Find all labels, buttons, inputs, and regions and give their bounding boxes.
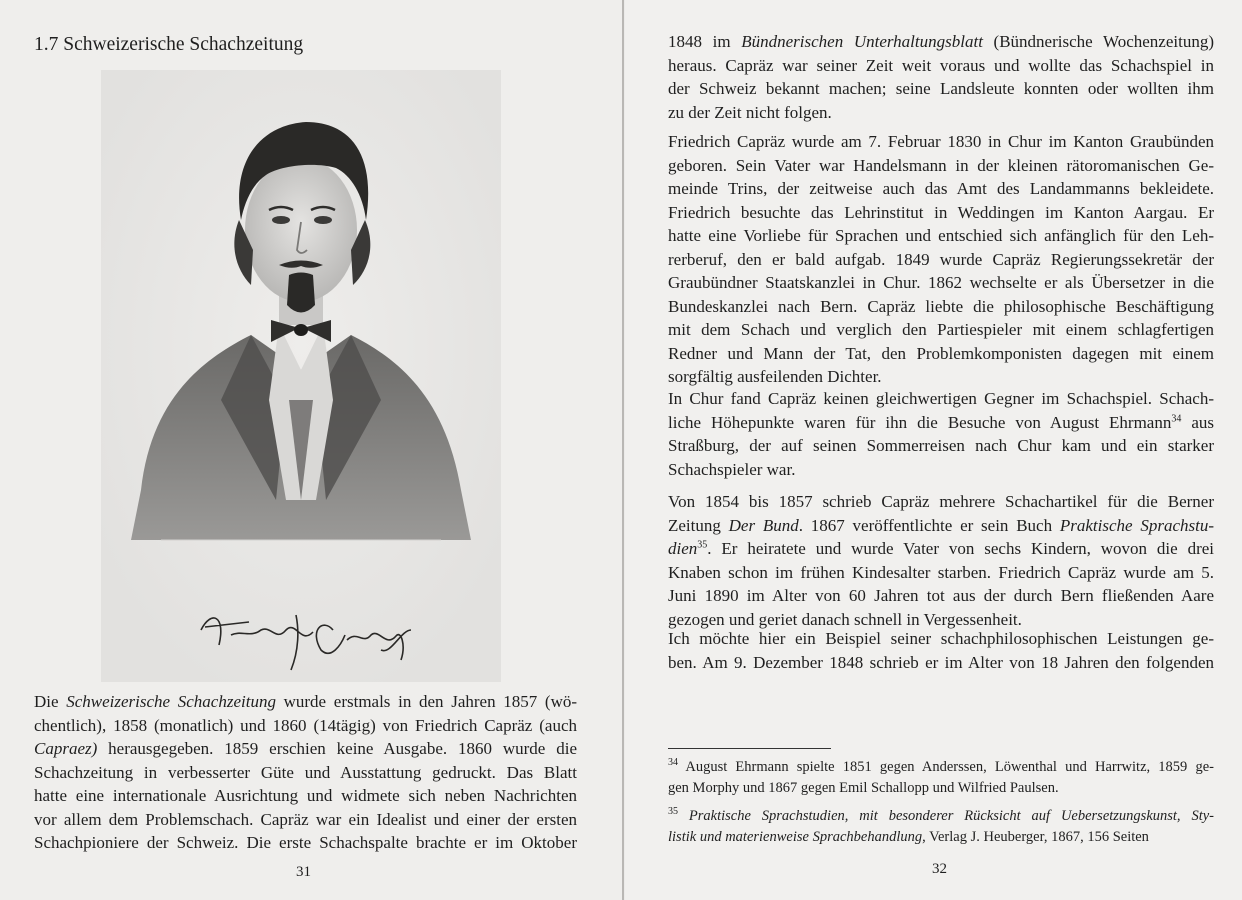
paragraph-line: liche Höhepunkte waren für ihn die Besuche von August Ehrmann$^{34}$ aus — [668, 412, 1214, 432]
footnote-line: $^{35}$ Praktische Sprachstudien, mit besonderer Rücksicht auf Uebersetzungskunst, Sty- — [668, 806, 1214, 824]
paragraph-line: geboren. Sein Vater war Handelsmann in der kleinen rätoromanischen Ge- — [668, 155, 1214, 175]
book-gutter — [622, 0, 624, 900]
right-paragraph-1 — [668, 30, 1214, 124]
paragraph-line: Zeitung Der Bund. 1867 veröffentlichte er sein Buch Praktische Sprachstu- — [668, 515, 1214, 535]
section-heading: 1.7 Schweizerische Schachzeitung — [34, 34, 304, 55]
paragraph-line: Von 1854 bis 1857 schrieb Capräz mehrere Schachartikel für die Berner — [668, 492, 1214, 511]
paragraph-line: Bundeskanzlei nach Bern. Capräz liebte die philosophische Beschäftigung — [668, 296, 1214, 316]
paragraph-line: Juni 1890 im Alter von 60 Jahren tot aus der durch Bern fließenden Aare — [668, 586, 1214, 605]
paragraph-line: rerberuf, den er bald aufgab. 1849 wurde Capräz Regierungssekretär der — [668, 249, 1214, 269]
paragraph-line: Friedrich Capräz wurde am 7. Februar 1830 in Chur im Kanton Graubünden — [668, 132, 1214, 151]
paragraph-line: mit dem Schach und verglich den Partiespieler mit einem schlagfertigen — [668, 320, 1214, 339]
paragraph-line: Schachzeitung in verbesserter Güte und Ausstattung gedruckt. Das Blatt — [34, 762, 577, 782]
paragraph-line: Graubündner Staatskanzlei in Chur. 1862 wechselte er als Übersetzer in die — [668, 273, 1214, 292]
paragraph-line: gezogen und geriet danach schnell in Vergessenheit. — [668, 609, 1022, 629]
footnote-line: gen Morphy und 1867 gegen Emil Schallopp und Wilfried Paulsen. — [668, 779, 1059, 796]
paragraph-line: In Chur fand Capräz keinen gleichwertigen Gegner im Schachspiel. Schach- — [668, 389, 1214, 408]
paragraph-line: 1848 im Bündnerischen Unterhaltungsblatt (Bündnerische Wochenzeitung) — [668, 32, 1214, 51]
paragraph-line: vor allem dem Problemschach. Capräz war ein Idealist und einer der ersten — [34, 809, 577, 829]
footnote-ref-34[interactable]: 34 — [1171, 412, 1182, 424]
paragraph-line: meinde Trins, der zeitweise auch das Amt des Landammanns bekleidete. — [668, 179, 1214, 198]
footnote-line: $^{34}$ August Ehrmann spielte 1851 gegen Anderssen, Löwenthal und Harrwitz, 1859 ge- — [668, 757, 1214, 775]
paragraph-line: Capraez) herausgegeben. 1859 erschien keine Ausgabe. 1860 wurde die — [34, 739, 577, 758]
paragraph-line: sorgfältig ausfeilenden Dichter. — [668, 367, 882, 386]
paragraph-line: dien$^{35}$. Er heiratete und wurde Vater von sechs Kindern, wovon die drei — [668, 539, 1214, 558]
paragraph-line: Schachspieler war. — [668, 459, 796, 479]
paragraph-line: zu der Zeit nicht folgen. — [668, 102, 832, 122]
paragraph-line: heraus. Capräz war seiner Zeit weit voraus und wollte das Schachspiel in — [668, 55, 1214, 75]
paragraph-line: Knaben schon im frühen Kindesalter starben. Friedrich Capräz wurde am 5. — [668, 562, 1214, 582]
portrait-drawing — [101, 70, 501, 682]
paragraph-line: chentlich), 1858 (monatlich) und 1860 (14tägig) von Friedrich Capräz (auch — [34, 715, 577, 735]
right-paragraph-4 — [668, 490, 1214, 631]
portrait-illustration — [101, 70, 501, 682]
page-number-right: 32 — [932, 861, 947, 877]
paragraph-line: Redner und Mann der Tat, den Problemkomponisten dagegen mit einem — [668, 343, 1214, 363]
paragraph-line: Ich möchte hier ein Beispiel seiner schachphilosophischen Leistungen ge- — [668, 629, 1214, 648]
paragraph-line: hatte eine internationale Ausrichtung und widmete sich neben Nachrichten — [34, 786, 577, 805]
left-paragraph — [34, 690, 577, 855]
footnote-34 — [668, 757, 1214, 798]
paragraph-line: Schachpioniere der Schweiz. Die erste Schachspalte brachte er im Oktober — [34, 833, 577, 852]
footnote-35 — [668, 806, 1214, 847]
right-paragraph-3 — [668, 387, 1214, 481]
page-number-left: 31 — [296, 864, 311, 880]
footnote-divider — [668, 748, 831, 749]
footnote-line: listik und materienweise Sprachbehandlung, Verlag J. Heuberger, 1867, 156 Seiten — [668, 828, 1149, 845]
paragraph-line: Straßburg, der auf seinen Sommerreisen nach Chur kam und ein starker — [668, 436, 1214, 455]
paragraph-line: der Schweiz bekannt machen; seine Landsleute konnten oder wollten ihm — [668, 79, 1214, 98]
paragraph-line: Friedrich besuchte das Lehrinstitut in Weddingen im Kanton Aargau. Er — [668, 202, 1214, 222]
paragraph-line: Die Schweizerische Schachzeitung wurde erstmals in den Jahren 1857 (wö- — [34, 692, 578, 711]
right-paragraph-2 — [668, 130, 1214, 389]
footnote-ref-35[interactable]: 35 — [697, 539, 708, 551]
paragraph-line: ben. Am 9. Dezember 1848 schrieb er im Alter von 18 Jahren den folgenden — [668, 652, 1214, 672]
right-paragraph-5 — [668, 627, 1214, 674]
paragraph-line: hatte eine Vorliebe für Sprachen und entschied sich anfänglich für den Leh- — [668, 226, 1214, 245]
